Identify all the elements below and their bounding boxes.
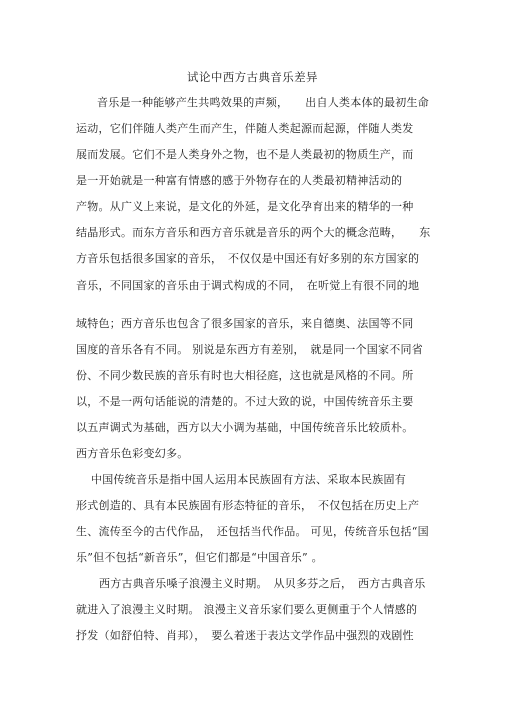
paragraph-line: 方音乐包括很多国家的音乐， 不仅仅是中国还有好多别的东方国家的 bbox=[76, 252, 420, 265]
paragraph-line: 展而发展。它们不是人类身外之物，也不是人类最初的物质生产，而 bbox=[76, 148, 414, 161]
paragraph-line: 西方古典音乐嗓子浪漫主义时期。 从贝多芬之后， 西方古典音乐 bbox=[99, 577, 426, 590]
paragraph-line: 国度的音乐各有不同。 别说是东西方有差别， 就是同一个国家不同省 bbox=[76, 343, 423, 356]
paragraph-line: 是一开始就是一种富有情感的感于外物存在的人类最初精神活动的 bbox=[76, 174, 403, 187]
paragraph-line: 运动，它们伴随人类产生而产生，伴随人类起源而起源，伴随人类发 bbox=[76, 122, 414, 135]
paragraph-line: 生、流传至今的古代作品， 还包括当代作品。 可见，传统音乐包括“国 bbox=[76, 525, 429, 538]
paragraph-line: 产物。从广义上来说，是文化的外延，是文化孕育出来的精华的一种 bbox=[76, 200, 414, 213]
paragraph-line: 以五声调式为基础，西方以大小调为基础，中国传统音乐比较质朴。 bbox=[76, 421, 414, 434]
paragraph-line: 就进入了浪漫主义时期。 浪漫主义音乐家们要么更侧重于个人情感的 bbox=[76, 603, 418, 616]
paragraph-line: 音乐是一种能够产生共鸣效果的声频， 出自人类本体的最初生命 bbox=[97, 96, 429, 109]
paragraph-line: 份、不同少数民族的音乐有时也大相径庭，这也就是风格的不同。所 bbox=[76, 369, 414, 382]
paragraph-line: 乐”但不包括“新音乐”，但它们都是“中国音乐” 。 bbox=[76, 551, 323, 564]
document-title: 试论中西方古典音乐差异 bbox=[187, 70, 318, 84]
paragraph-line: 结晶形式。而东方音乐和西方音乐就是音乐的两个大的概念范畴， 东 bbox=[76, 226, 431, 239]
paragraph-line: 以，不是一两句话能说的清楚的。不过大致的说，中国传统音乐主要 bbox=[76, 395, 414, 408]
paragraph-line: 域特色；西方音乐也包含了很多国家的音乐，来自德奥、法国等不同 bbox=[76, 317, 414, 330]
paragraph-line: 中国传统音乐是指中国人运用本民族固有方法、采取本民族固有 bbox=[91, 473, 406, 486]
paragraph-line: 音乐，不同国家的音乐由于调式构成的不同， 在听觉上有很不同的地 bbox=[76, 279, 420, 292]
paragraph-line: 抒发（如舒伯特、肖邦）， 要么着迷于表达文学作品中强烈的戏剧性 bbox=[76, 629, 414, 642]
paragraph-line: 形式创造的、具有本民族固有形态特征的音乐， 不仅包括在历史上产 bbox=[76, 499, 420, 512]
paragraph-line: 西方音乐色彩变幻多。 bbox=[76, 447, 189, 460]
